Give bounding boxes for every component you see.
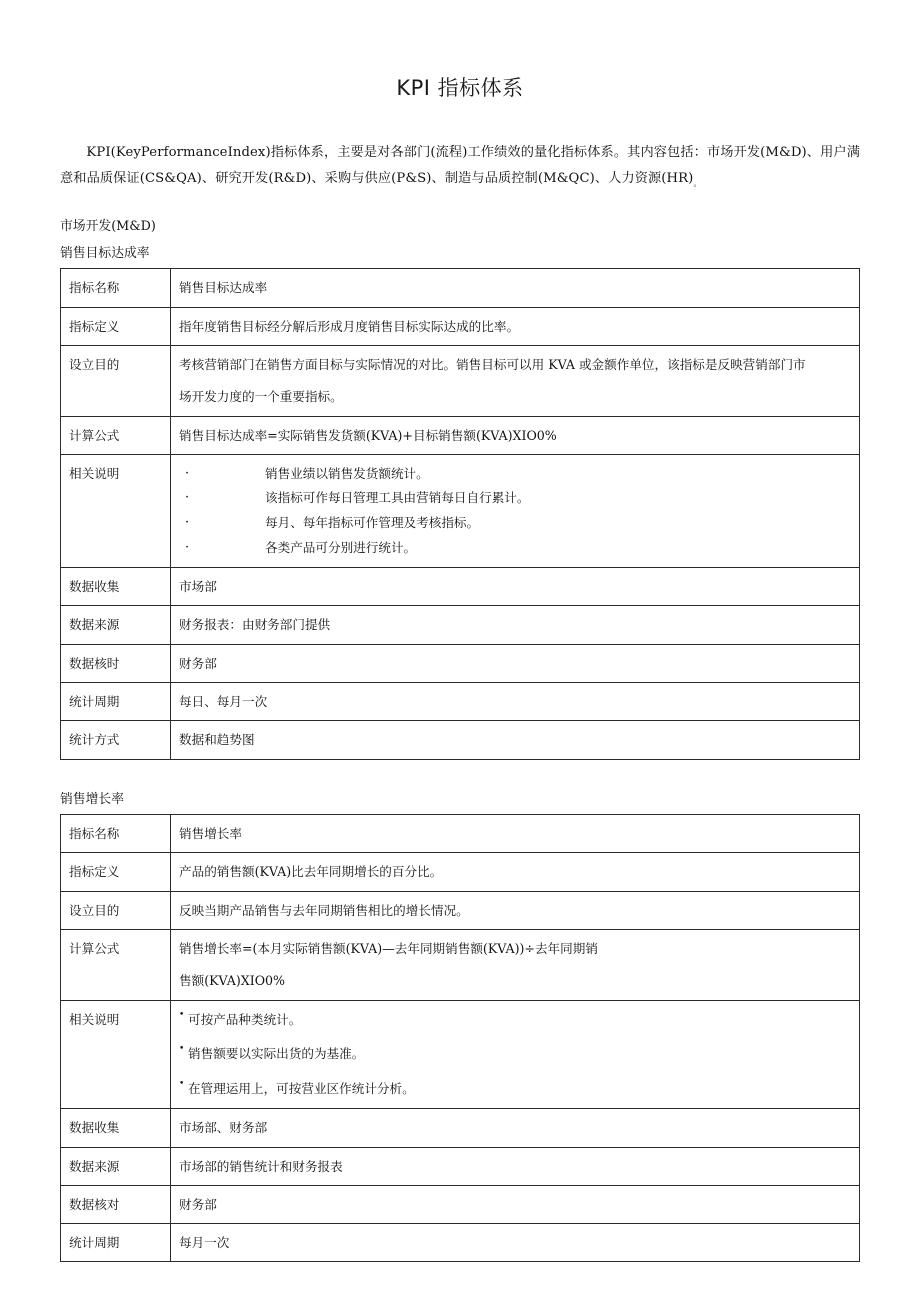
row-label: 数据来源 xyxy=(61,606,171,644)
row-value: 市场部、财务部 xyxy=(171,1109,860,1147)
table-row xyxy=(61,853,860,891)
row-label: 统计周期 xyxy=(61,682,171,720)
table-row xyxy=(61,1000,860,1109)
row-value: 销售目标达成率 xyxy=(171,269,860,307)
table-spacer xyxy=(60,760,860,784)
row-label: 数据核时 xyxy=(61,644,171,682)
section-heading-market-development: 市场开发(M&D) xyxy=(60,219,156,235)
table-row xyxy=(61,1224,860,1262)
table-row xyxy=(61,568,860,606)
table-body xyxy=(61,269,860,759)
list-item: • 在管理运用上，可按营业区作统计分析。 xyxy=(179,1077,853,1101)
row-value: 反映当期产品销售与去年同期销售相比的增长情况。 xyxy=(171,891,860,929)
row-label: 指标定义 xyxy=(61,853,171,891)
kpi-table-sales-target-achievement xyxy=(60,268,860,759)
row-label: 指标定义 xyxy=(61,307,171,345)
bullet-list xyxy=(179,462,853,560)
table-row xyxy=(61,454,860,567)
table-row xyxy=(61,346,860,417)
row-label: 计算公式 xyxy=(61,929,171,1000)
row-label: 设立目的 xyxy=(61,346,171,417)
row-label: 统计周期 xyxy=(61,1224,171,1262)
list-item: · 该指标可作每日管理工具由营销每日自行累计。 xyxy=(179,486,853,511)
row-label: 数据收集 xyxy=(61,1109,171,1147)
row-label: 相关说明 xyxy=(61,1000,171,1109)
list-item: · 各类产品可分别进行统计。 xyxy=(179,536,853,561)
list-item: • 销售额要以实际出货的为基准。 xyxy=(179,1042,853,1066)
table-caption-sales-target-achievement: 销售目标达成率 xyxy=(60,245,150,261)
row-label: 指标名称 xyxy=(61,815,171,853)
intro-text: KPI(KeyPerformanceIndex)指标体系，主要是对各部门(流程)工作绩效的量化指标体系。其内容包括：市场开发(M&D)、用户满意和品质保证(CS&QA)、研究开发(R&D)、采购与供应(P&S)、制造与品质控制(M&QC)、人力资源(HR) xyxy=(60,145,860,186)
list-item: · 销售业绩以销售发货额统计。 xyxy=(179,462,853,487)
row-value: 每日、每月一次 xyxy=(171,682,860,720)
table-row xyxy=(61,1109,860,1147)
row-value: 销售目标达成率=实际销售发货额(KVA)+目标销售额(KVA)XIO0% xyxy=(171,416,860,454)
row-value: 每月一次 xyxy=(171,1224,860,1262)
row-value xyxy=(171,346,860,417)
row-label: 设立目的 xyxy=(61,891,171,929)
row-value xyxy=(171,454,860,567)
row-value: 销售增长率 xyxy=(171,815,860,853)
table-row xyxy=(61,1185,860,1223)
table-row xyxy=(61,307,860,345)
bullet-list xyxy=(179,1008,853,1102)
value-line: 考核营销部门在销售方面目标与实际情况的对比。销售目标可以用 KVA 或金额作单位，该指标是反映营销部门市 xyxy=(179,357,806,372)
table-row xyxy=(61,815,860,853)
row-value: 市场部 xyxy=(171,568,860,606)
row-label: 数据核对 xyxy=(61,1185,171,1223)
kpi-table-sales-growth-rate xyxy=(60,814,860,1262)
row-value: 产品的销售额(KVA)比去年同期增长的百分比。 xyxy=(171,853,860,891)
table-body xyxy=(61,815,860,1262)
row-value: 财务部 xyxy=(171,1185,860,1223)
row-value: 财务部 xyxy=(171,644,860,682)
row-label: 统计方式 xyxy=(61,721,171,759)
value-line: 售额(KVA)XIO0% xyxy=(179,973,286,989)
page-title: KPI 指标体系 xyxy=(396,76,524,100)
row-label: 计算公式 xyxy=(61,416,171,454)
list-item: · 每月、每年指标可作管理及考核指标。 xyxy=(179,511,853,536)
table-caption-sales-growth-rate: 销售增长率 xyxy=(60,791,124,807)
table-row xyxy=(61,682,860,720)
row-value: 市场部的销售统计和财务报表 xyxy=(171,1147,860,1185)
table-row xyxy=(61,606,860,644)
row-label: 相关说明 xyxy=(61,454,171,567)
row-label: 指标名称 xyxy=(61,269,171,307)
table-row xyxy=(61,1147,860,1185)
intro-tail-punctuation: 。 xyxy=(693,178,702,188)
row-value xyxy=(171,1000,860,1109)
table-row xyxy=(61,891,860,929)
value-line: 场开发力度的一个重要指标。 xyxy=(179,389,343,405)
intro-paragraph xyxy=(60,102,860,191)
row-label: 数据来源 xyxy=(61,1147,171,1185)
row-value: 指年度销售目标经分解后形成月度销售目标实际达成的比率。 xyxy=(171,307,860,345)
table-row xyxy=(61,644,860,682)
table-row xyxy=(61,721,860,759)
row-value: 数据和趋势图 xyxy=(171,721,860,759)
table-row xyxy=(61,269,860,307)
list-item: • 可按产品种类统计。 xyxy=(179,1008,853,1032)
table-row xyxy=(61,416,860,454)
row-label: 数据收集 xyxy=(61,568,171,606)
row-value xyxy=(171,929,860,1000)
row-value: 财务报表：由财务部门提供 xyxy=(171,606,860,644)
table-row xyxy=(61,929,860,1000)
value-line: 销售增长率=(本月实际销售额(KVA)—去年同期销售额(KVA))÷去年同期销 xyxy=(179,940,598,956)
